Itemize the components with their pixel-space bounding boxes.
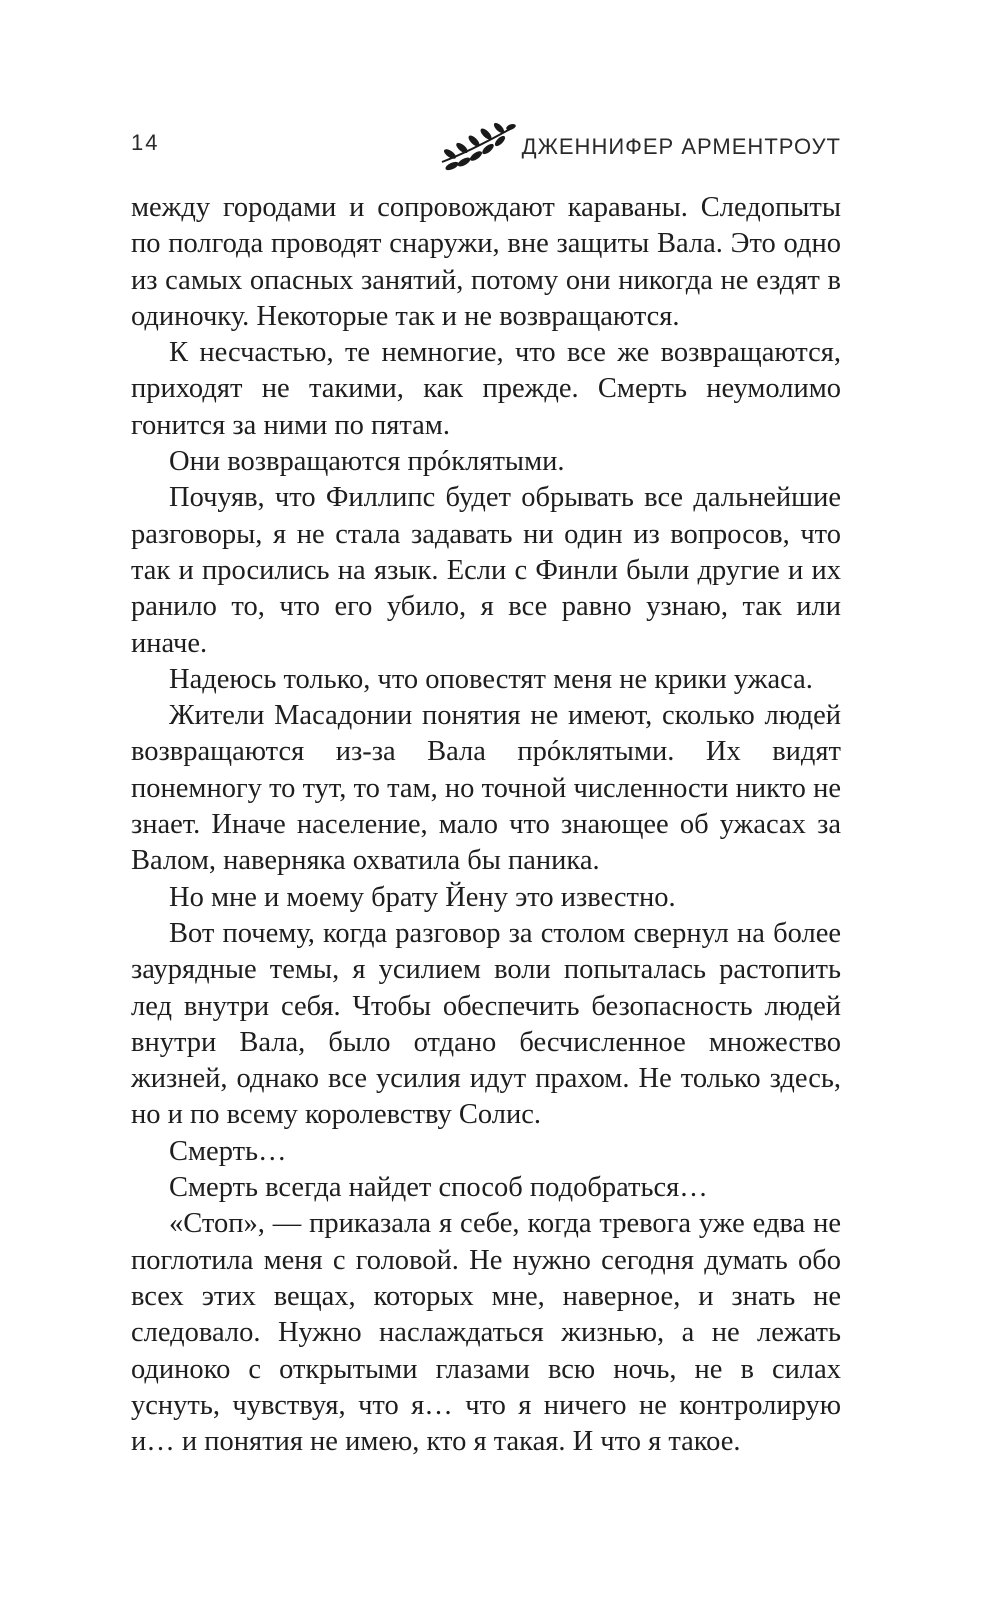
paragraph: Жители Масадонии понятия не имеют, сколько людей возвращаются из-за Вала прóклятыми. Их видят понемногу то тут, то там, но точной численности никто не знает. Иначе население, мало что знающее об ужасах за Валом, наверняка охватила бы паника. — [131, 700, 841, 877]
running-header — [131, 118, 841, 178]
paragraph: Почуяв, что Филлипс будет обрывать все дальнейшие разговоры, я не стала задавать ни один из вопросов, что так и просились на язык. Если с Финли были другие и их ранило то, что его убило, я все равно узнаю, так или иначе. — [131, 482, 841, 659]
paragraph: Смерть… — [169, 1135, 287, 1167]
author-name: ДЖЕННИФЕР АРМЕНТРОУТ — [521, 134, 841, 159]
paragraph: Смерть всегда найдет способ подобраться… — [169, 1172, 708, 1204]
paragraph: Но мне и моему брату Йену это известно. — [169, 881, 676, 913]
page-number: 14 — [131, 130, 160, 155]
paragraph: Вот почему, когда разговор за столом свернул на более заурядные темы, я усилием воли попыталась растопить лед внутри себя. Чтобы обеспечить безопасность людей внутри Вала, было отдано бесчисленное множество жизней, однако все усилия идут прахом. Не только здесь, но и по всему королевству Солис. — [131, 917, 841, 1131]
paragraph: «Стоп», — приказала я себе, когда тревога уже едва не поглотила меня с головой. Не нужно сегодня думать обо всех этих вещах, которых мне, наверное, и знать не следовало. Нужно наслаждаться жизнью, а не лежать одиноко с открытыми глазами всю ночь, не в силах уснуть, чувствуя, что я… что я ничего не контролирую и… и понятия не имею, кто я такая. И что я такое. — [131, 1208, 841, 1458]
laurel-branch-icon — [438, 118, 516, 176]
paragraph: Они возвращаются прóклятыми. — [169, 446, 565, 478]
paragraph: Надеюсь только, что оповестят меня не крики ужаса. — [169, 663, 813, 695]
author-header — [438, 118, 841, 176]
body-text — [131, 190, 841, 1460]
paragraph: между городами и сопровождают караваны. Следопыты по полгода проводят снаружи, вне защиты Вала. Это одно из самых опасных занятий, потому они никогда не ездят в одиночку. Некоторые так и не возвращаются. — [131, 192, 841, 332]
paragraph: К несчастью, те немногие, что все же возвращаются, приходят не такими, как прежде. Смерть неумолимо гонится за ними по пятам. — [131, 337, 841, 441]
